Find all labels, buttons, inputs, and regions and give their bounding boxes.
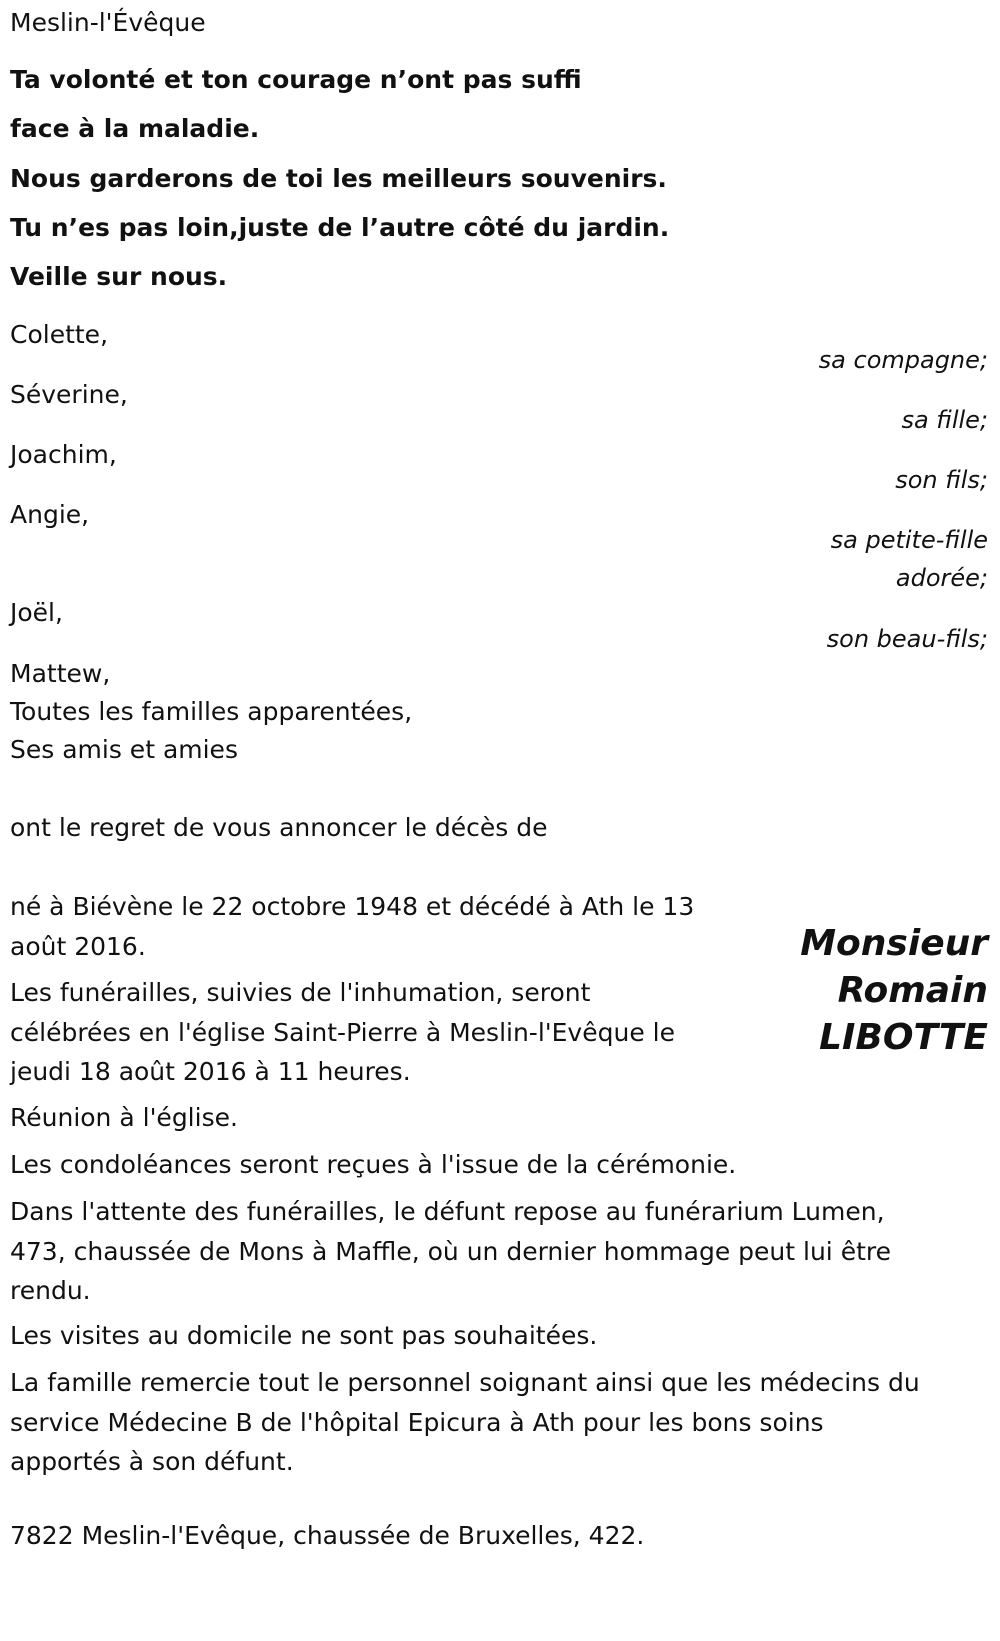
- family-name: Joël,: [10, 598, 63, 627]
- text-line: né à Biévène le 22 octobre 1948 et décédé à Ath le 13: [10, 892, 695, 921]
- text-line: Les condoléances seront reçues à l'issue de la cérémonie.: [10, 1150, 737, 1179]
- family-relation: sa fille;: [901, 406, 988, 434]
- family-relation: sa compagne;: [818, 346, 988, 374]
- thanks-paragraph: [10, 1363, 920, 1482]
- family-relation: adorée;: [895, 564, 988, 592]
- poem: [10, 55, 669, 301]
- visits-paragraph: [10, 1316, 597, 1356]
- text-line: Réunion à l'église.: [10, 1103, 238, 1132]
- poem-line: Ta volonté et ton courage n’ont pas suffi: [10, 65, 582, 94]
- deceased-name: [800, 920, 988, 1061]
- text-line: Les funérailles, suivies de l'inhumation, seront: [10, 978, 591, 1007]
- condolences-paragraph: [10, 1145, 736, 1185]
- poem-line: Veille sur nous.: [10, 262, 228, 292]
- poem-line: Nous garderons de toi les meilleurs souvenirs.: [10, 163, 667, 193]
- text-line: Dans l'attente des funérailles, le défunt repose au funérarium Lumen,: [10, 1197, 885, 1226]
- text-line: jeudi 18 août 2016 à 11 heures.: [10, 1057, 411, 1086]
- text-line: apportés à son défunt.: [10, 1447, 294, 1476]
- text-line: Les visites au domicile ne sont pas souhaitées.: [10, 1321, 598, 1350]
- funeral-paragraph: [10, 973, 675, 1092]
- family-name: Angie,: [10, 500, 90, 529]
- text-line: 473, chaussée de Mons à Maffle, où un dernier hommage peut lui être: [10, 1236, 891, 1266]
- others-line: Toutes les familles apparentées,: [10, 697, 413, 726]
- family-relation: sa petite-fille: [830, 526, 988, 554]
- family-relation: son beau-fils;: [826, 625, 988, 653]
- announcement: ont le regret de vous annoncer le décès de: [10, 813, 548, 842]
- family-relation: son fils;: [895, 466, 988, 494]
- birth-death-paragraph: [10, 887, 694, 966]
- family-name: Séverine,: [10, 380, 128, 409]
- deceased-last-name: LIBOTTE: [819, 1017, 988, 1058]
- text-line: La famille remercie tout le personnel soignant ainsi que les médecins du: [10, 1368, 920, 1397]
- deceased-title: Monsieur: [800, 923, 988, 964]
- poem-line: Tu n’es pas loin,juste de l’autre côté du jardin.: [10, 212, 670, 242]
- family-name: Mattew,: [10, 659, 111, 688]
- poem-line: face à la maladie.: [10, 114, 260, 144]
- place-name: Meslin-l'Évêque: [10, 8, 206, 37]
- reunion-paragraph: [10, 1098, 238, 1138]
- family-name: Joachim,: [10, 440, 117, 469]
- text-line: 7822 Meslin-l'Evêque, chaussée de Bruxelles, 422.: [10, 1521, 645, 1550]
- deceased-first-name: Romain: [837, 970, 988, 1011]
- funerarium-paragraph: [10, 1192, 891, 1311]
- text-line: août 2016.: [10, 931, 146, 961]
- text-line: service Médecine B de l'hôpital Epicura à Ath pour les bons soins: [10, 1407, 824, 1437]
- text-line: rendu.: [10, 1276, 91, 1305]
- text-line: célébrées en l'église Saint-Pierre à Meslin-l'Evêque le: [10, 1017, 675, 1047]
- others-line: Ses amis et amies: [10, 735, 238, 764]
- address-paragraph: [10, 1516, 644, 1556]
- family-name: Colette,: [10, 320, 109, 349]
